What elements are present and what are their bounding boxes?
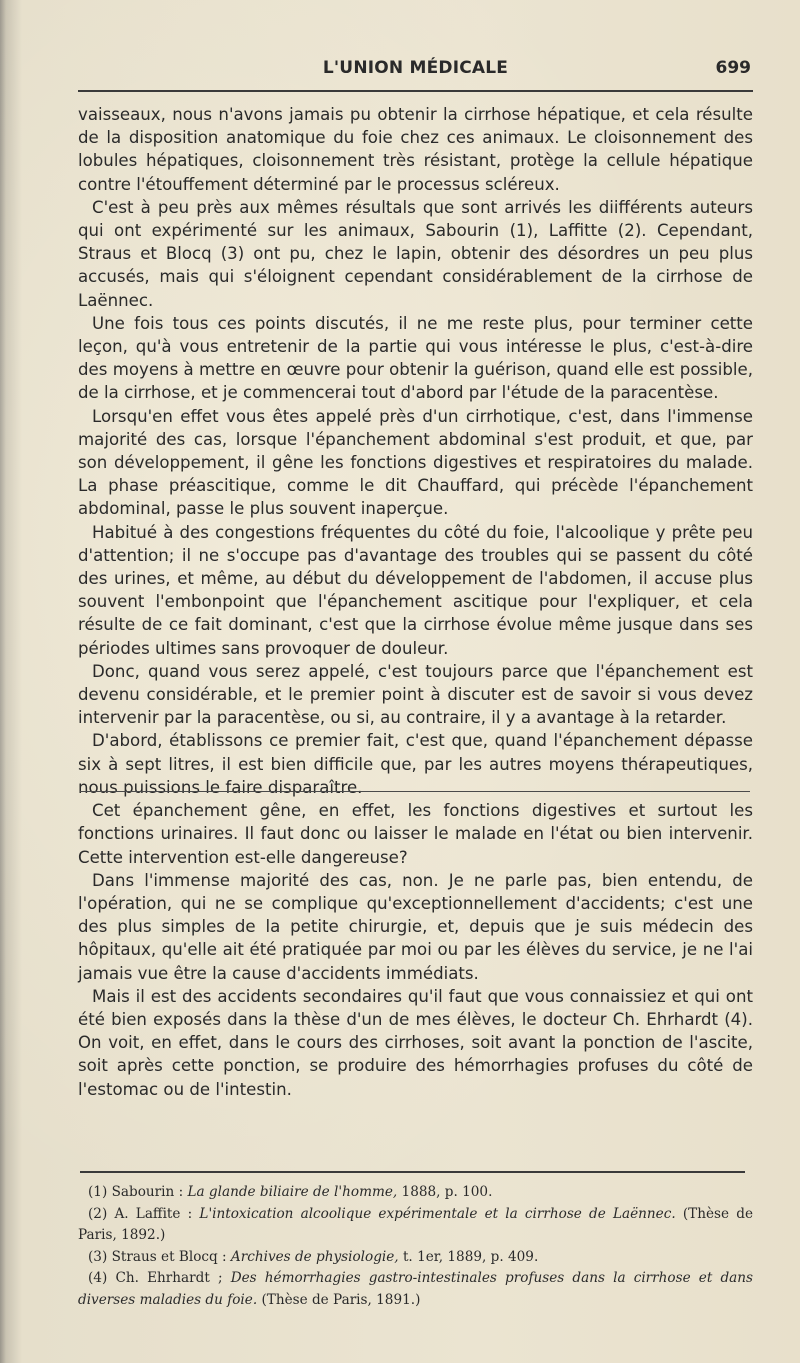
body-text — [78, 103, 753, 1101]
footnote-author: A. Laffite : — [114, 1205, 193, 1222]
paragraph: Cet épanchement gêne, en effet, les fonctions digestives et surtout les fonctions urinaires. Il faut donc ou laisser le malade en l'état ou bien intervenir. Cette intervention est-elle dangereuse? — [78, 801, 753, 867]
page-number: 699 — [715, 58, 751, 78]
paragraph: vaisseaux, nous n'avons jamais pu obtenir la cirrhose hépatique, et cela résulte de la disposition anatomique du foie chez ces animaux. Le cloisonnement des lobules hépatiques, cloisonnement très résistant, protège la cellule hépatique contre l'étouffement déterminé par le processus scléreux. — [78, 105, 753, 194]
running-title: L'UNION MÉDICALE — [322, 58, 509, 78]
footnote-rule — [80, 1171, 745, 1173]
footnote-title: L'intoxication alcoolique expérimentale et la cirrhose de Laënnec. — [199, 1205, 676, 1222]
footnote-title: La glande biliaire de l'homme, — [187, 1184, 398, 1200]
paragraph: C'est à peu près aux mêmes résultals que sont arrivés les diifférents auteurs qui ont expérimenté sur les animaux, Sabourin (1), Laffitte (2). Cependant, Straus et Blocq (3) ont pu, chez le lapin, obtenir des désordres un peu plus accusés, mais qui s'éloignent cependant considérablement de la cirrhose de Laënnec. — [78, 197, 753, 310]
paragraph: Donc, quand vous serez appelé, c'est toujours parce que l'épanchement est devenu considérable, et le premier point à discuter est de savoir si vous devez intervenir par la paracentèse, ou si, au contraire, il y a avantage à la retarder. — [78, 661, 753, 728]
paragraph: Dans l'immense majorité des cas, non. Je ne parle pas, bien entendu, de l'opération, qui ne se complique qu'exceptionnellement d'accidents; c'est une des plus simples de la petite chirurgie, et, depuis que je suis médecin des hôpitaux, qu'elle ait été pratiquée par moi ou par les élèves du service, je ne l'ai jamais vue être la cause d'accidents immédiats. — [78, 870, 753, 983]
paragraph: Mais il est des accidents secondaires qu'il faut que vous connaissiez et qui ont été bien exposés dans la thèse d'un de mes élèves, le docteur Ch. Ehrhardt (4). On voit, en effet, dans le cours des cirrhoses, soit avant la ponction de l'ascite, soit après cette ponction, se produire des hémorrhagies profuses du côté de l'estomac ou de l'intestin. — [78, 986, 753, 1099]
paragraph: Une fois tous ces points discutés, il ne me reste plus, pour terminer cette leçon, qu'à vous entretenir de la partie qui vous intéresse le plus, c'est-à-dire des moyens à mettre en œuvre pour obtenir la guérison, quand elle est possible, de la cirrhose, et je commencerai tout d'abord par l'étude de la paracentèse. — [78, 313, 753, 403]
paragraph: Habitué à des congestions fréquentes du côté du foie, l'alcoolique y prête peu d'attention; il ne s'occupe pas d'avantage des troubles qui se passent du côté des urines, et même, au début du développement de l'abdomen, il accuse plus souvent l'embonpoint que l'épanchement ascitique pour l'expliquer, et cela résulte de ce fait dominant, c'est que la cirrhose évolue même jusque dans ses périodes ultimes sans provoquer de douleur. — [78, 522, 753, 658]
footnote-rest: t. 1er, 1889, p. 409. — [402, 1248, 539, 1265]
footnote-title: Archives de physiologie, — [230, 1248, 399, 1265]
footnote — [78, 1182, 753, 1204]
footnote-author: Ch. Ehrhardt ; — [115, 1270, 223, 1286]
header-rule — [78, 90, 753, 92]
footnote-author: Straus et Blocq : — [111, 1248, 227, 1265]
footnote — [78, 1268, 753, 1311]
footnote-number: (3) — [88, 1248, 108, 1265]
footnote-author: Sabourin : — [111, 1184, 184, 1200]
footnote-rest: 1888, p. 100. — [401, 1184, 493, 1200]
footnotes — [78, 1182, 753, 1311]
footnote-rest: (Thèse de Paris, 1892.) — [78, 1205, 753, 1243]
footnote — [78, 1204, 753, 1247]
footnote-number: (4) — [88, 1270, 108, 1286]
footnote-number: (2) — [88, 1205, 108, 1222]
paragraph: Lorsqu'en effet vous êtes appelé près d'un cirrhotique, c'est, dans l'immense majorité des cas, lorsque l'épanchement abdominal s'est produit, et que, par son développement, il gêne les fonctions digestives et respiratoires du malade. La phase préascitique, comme le dit Chauffard, qui précède l'épanchement abdominal, passe le plus souvent inaperçue. — [78, 406, 753, 519]
page-header — [78, 58, 753, 84]
footnote-number: (1) — [88, 1184, 108, 1200]
scan-line-artifact — [80, 791, 750, 792]
footnote — [78, 1247, 753, 1269]
footnote-title: Des hémorrhagies gastro-intestinales profuses dans la cirrhose et dans diverses maladies du foie. — [78, 1270, 753, 1308]
paragraph: D'abord, établissons ce premier fait, c'est que, quand l'épanchement dépasse six à sept litres, il est bien difficile que, par les autres moyens thérapeutiques, nous puissions le faire disparaître. — [78, 731, 753, 797]
footnote-rest: (Thèse de Paris, 1891.) — [261, 1291, 421, 1308]
